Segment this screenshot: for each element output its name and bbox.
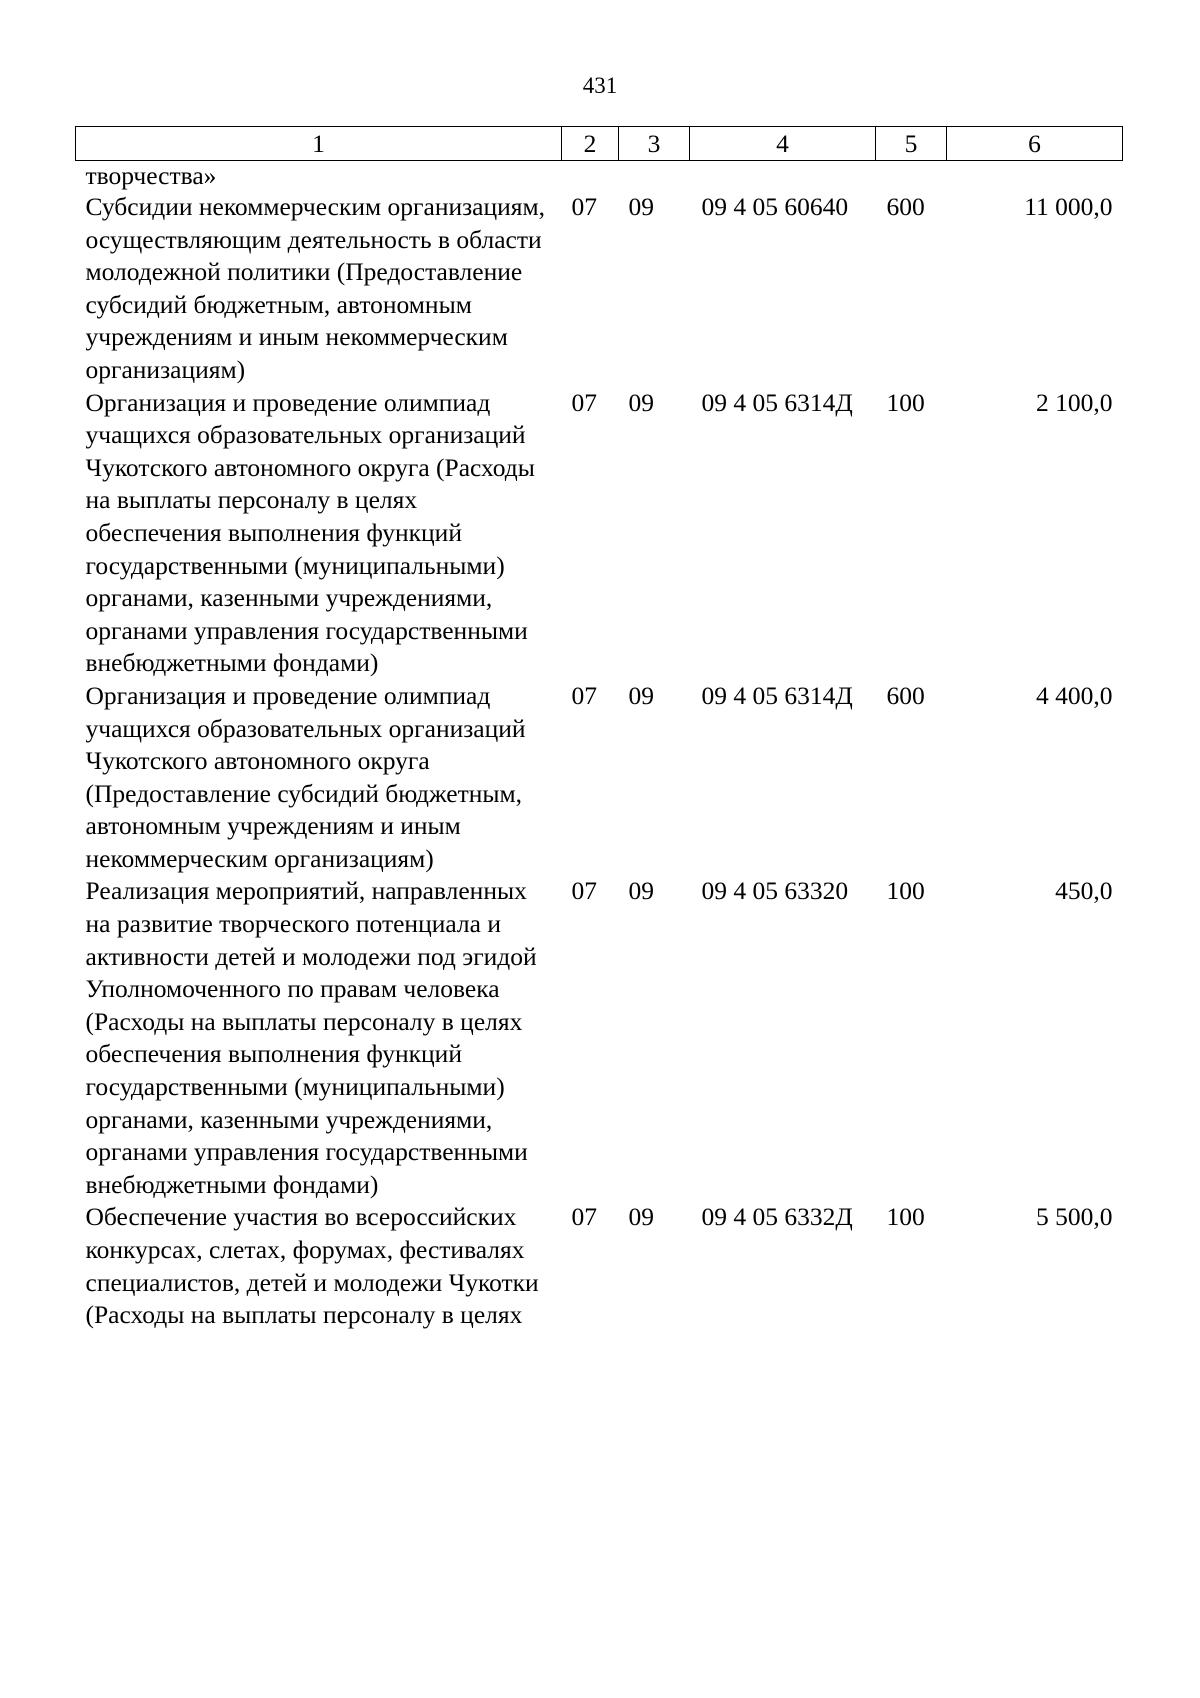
- header-cell-1: 1: [76, 127, 562, 161]
- row-target-article: 09 4 05 6332Д: [701, 1202, 853, 1232]
- header-cell-2: 2: [562, 127, 619, 161]
- row-amount: 11 000,0: [1024, 192, 1113, 221]
- row-subsection: 09: [628, 387, 654, 417]
- row-expense-type: 100: [886, 876, 925, 906]
- row-section: 07: [571, 192, 597, 221]
- row-target-article: 09 4 05 6314Д: [701, 680, 853, 710]
- row-subsection: 09: [628, 680, 654, 710]
- continuation-row: [76, 161, 1123, 192]
- budget-table: [75, 126, 1123, 1332]
- table-row: [76, 680, 1123, 876]
- table-row: [76, 387, 1123, 680]
- row-expense-type: 100: [886, 1202, 925, 1232]
- row-amount: 4 400,0: [1036, 680, 1113, 710]
- table-header-row: [76, 127, 1123, 161]
- row-subsection: 09: [628, 876, 654, 906]
- row-name: Организация и проведение олимпиад учащихся образовательных организаций Чукотского автономного округа (Расходы на выплаты персоналу в целях обеспечения выполнения функций государственными (муниципальными) органами, казенными учреждениями, органами управления государственными внебюджетными фондами): [85, 387, 535, 678]
- row-section: 07: [571, 387, 597, 417]
- header-cell-5: 5: [876, 127, 947, 161]
- row-amount: 450,0: [1055, 876, 1113, 906]
- row-section: 07: [571, 680, 597, 710]
- row-amount: 2 100,0: [1036, 387, 1113, 417]
- row-expense-type: 600: [886, 192, 925, 221]
- row-name: Субсидии некоммерческим организациям, осуществляющим деятельность в области молодежной политики (Предоставление субсидий бюджетным, автономным учреждениям и иным некоммерческим организациям): [85, 192, 546, 384]
- row-name: Реализация мероприятий, направленных на развитие творческого потенциала и активности детей и молодежи под эгидой Уполномоченного по правам человека (Расходы на выплаты персоналу в целях обеспечения выполнения функций государственными (муниципальными) органами, казенными учреждениями, органами управления государственными внебюджетными фондами): [85, 876, 537, 1199]
- header-cell-3: 3: [619, 127, 690, 161]
- row-expense-type: 100: [886, 387, 925, 417]
- header-cell-6: 6: [947, 127, 1123, 161]
- table-row: [76, 875, 1123, 1201]
- row-section: 07: [571, 876, 597, 906]
- row-expense-type: 600: [886, 680, 925, 710]
- row-target-article: 09 4 05 60640: [701, 192, 849, 221]
- table-row: [76, 191, 1123, 387]
- row-target-article: 09 4 05 63320: [701, 876, 849, 906]
- table-row: [76, 1201, 1123, 1331]
- row-amount: 5 500,0: [1036, 1202, 1113, 1232]
- page-number: 431: [582, 73, 618, 98]
- row-section: 07: [571, 1202, 597, 1232]
- row-name: Организация и проведение олимпиад учащихся образовательных организаций Чукотского автономного округа (Предоставление субсидий бюджетным, автономным учреждениям и иным некоммерческим организациям): [85, 680, 526, 873]
- row-target-article: 09 4 05 6314Д: [701, 387, 853, 417]
- header-cell-4: 4: [690, 127, 876, 161]
- continuation-text: творчества»: [85, 161, 217, 190]
- row-subsection: 09: [628, 1202, 654, 1232]
- row-name: Обеспечение участия во всероссийских конкурсах, слетах, форумах, фестивалях специалистов, детей и молодежи Чукотки (Расходы на выплаты персоналу в целях: [85, 1202, 539, 1330]
- row-subsection: 09: [628, 192, 654, 221]
